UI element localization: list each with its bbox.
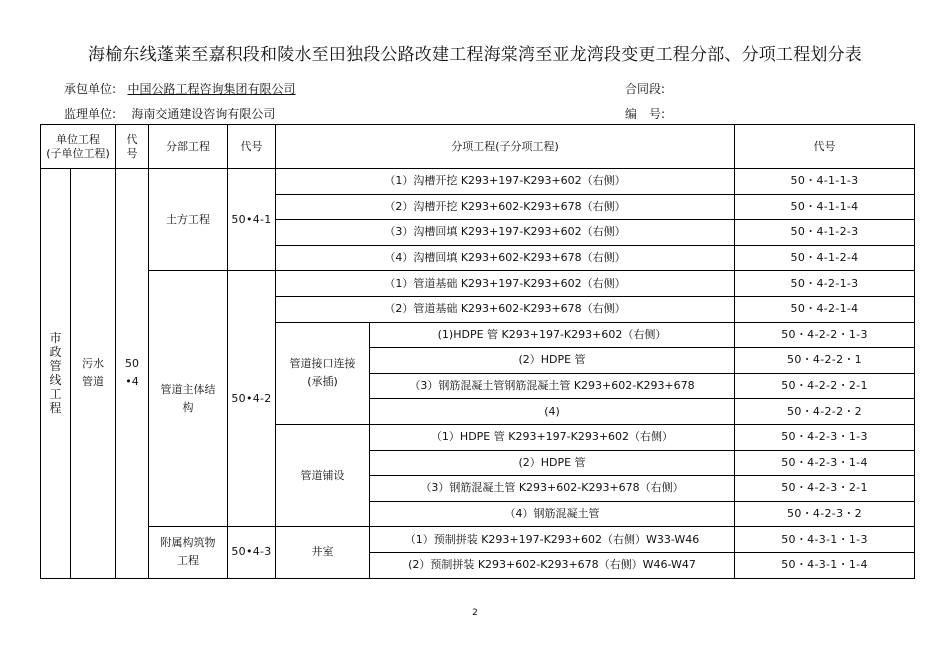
item-name: (2）HDPE 管: [370, 450, 735, 476]
item-code: 50・4-1-1-4: [735, 194, 915, 220]
item-code: 50・4-3-1・1-3: [735, 527, 915, 553]
contractor-label: 承包单位:: [64, 82, 117, 96]
division-name: 管道主体结 构: [149, 271, 228, 527]
supervisor-label: 监理单位:: [64, 107, 117, 121]
contractor-line: [64, 80, 296, 97]
item-code: 50・4-3-1・1-4: [735, 552, 915, 578]
division-code: 50•4-1: [228, 169, 276, 271]
item-name: (1)HDPE 管 K293+197-K293+602（右侧）: [370, 322, 735, 348]
supervisor-value: 海南交通建设咨询有限公司: [131, 107, 276, 121]
item-code: 50・4-2-1-3: [735, 271, 915, 297]
unit-name: 市 政 管 线 工 程: [41, 169, 71, 579]
item-name: (2）预制拼装 K293+602-K293+678（右侧）W46-W47: [370, 552, 735, 578]
header-code-unit: 代 号: [116, 125, 149, 169]
item-name: （3）沟槽回填 K293+197-K293+602（右侧）: [276, 220, 735, 246]
item-code: 50・4-1-1-3: [735, 169, 915, 195]
item-code: 50・4-2-2・1-3: [735, 322, 915, 348]
page-title: 海榆东线蓬莱至嘉积段和陵水至田独段公路改建工程海棠湾至亚龙湾段变更工程分部、分项工程划分表: [88, 45, 862, 65]
item-name: (2）HDPE 管: [370, 348, 735, 374]
item-code: 50・4-2-3・2-1: [735, 476, 915, 502]
division-code: 50•4-2: [228, 271, 276, 527]
item-code: 50・4-2-3・1-3: [735, 424, 915, 450]
item-name: （4）沟槽回填 K293+602-K293+678（右侧）: [276, 245, 735, 271]
item-name: （1）管道基础 K293+197-K293+602（右侧）: [276, 271, 735, 297]
supervisor-line: [64, 105, 275, 122]
item-name: （3）钢筋混凝土管 K293+602-K293+678（右侧）: [370, 476, 735, 502]
division-name: 附属构筑物 工程: [149, 527, 228, 578]
subdivision-name: 管道铺设: [276, 424, 370, 526]
item-code: 50・4-2-2・2: [735, 399, 915, 425]
item-code: 50・4-1-2-3: [735, 220, 915, 246]
item-code: 50・4-2-1-4: [735, 296, 915, 322]
item-code: 50・4-2-2・1: [735, 348, 915, 374]
item-name: （4）钢筋混凝土管: [370, 501, 735, 527]
page-number: 2: [472, 608, 478, 618]
header-unit: 单位工程 (子单位工程): [41, 125, 116, 169]
header-row: [41, 125, 915, 169]
header-code-division: 代号: [228, 125, 276, 169]
table-row: [41, 527, 915, 553]
subdivision-name: 管道接口连接 (承插): [276, 322, 370, 424]
sub-unit-code: 50 •4: [116, 169, 149, 579]
contract-section-label: 合同段:: [625, 82, 666, 96]
table-row: [41, 271, 915, 297]
sub-unit-name: 污水 管道: [71, 169, 116, 579]
item-code: 50・4-2-3・2: [735, 501, 915, 527]
item-code: 50・4-1-2-4: [735, 245, 915, 271]
item-code: 50・4-2-2・2-1: [735, 373, 915, 399]
item-name: （2）沟槽开挖 K293+602-K293+678（右侧）: [276, 194, 735, 220]
subdivision-name: 井室: [276, 527, 370, 578]
item-name: （3）钢筋混凝土管钢筋混凝土管 K293+602-K293+678: [370, 373, 735, 399]
header-item: 分项工程(子分项工程): [276, 125, 735, 169]
number-label: 编 号:: [625, 107, 666, 121]
item-name: (4): [370, 399, 735, 425]
item-name: （2）管道基础 K293+602-K293+678（右侧）: [276, 296, 735, 322]
division-name: 土方工程: [149, 169, 228, 271]
item-name: （1）HDPE 管 K293+197-K293+602（右侧）: [370, 424, 735, 450]
header-division: 分部工程: [149, 125, 228, 169]
header-code-item: 代号: [735, 125, 915, 169]
division-table: [40, 124, 915, 579]
item-code: 50・4-2-3・1-4: [735, 450, 915, 476]
table-row: [41, 169, 915, 195]
item-name: （1）预制拼装 K293+197-K293+602（右侧）W33-W46: [370, 527, 735, 553]
item-name: （1）沟槽开挖 K293+197-K293+602（右侧）: [276, 169, 735, 195]
division-code: 50•4-3: [228, 527, 276, 578]
contractor-value: 中国公路工程咨询集团有限公司: [127, 82, 296, 96]
